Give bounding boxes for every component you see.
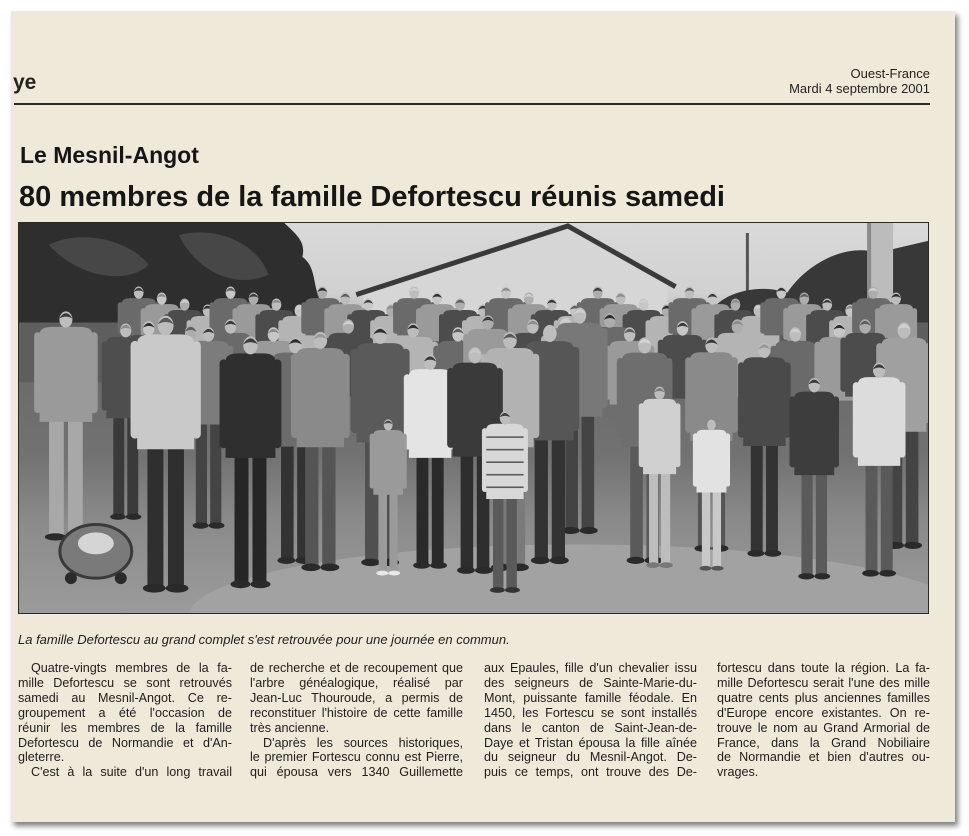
photo-person-shoe (862, 570, 879, 577)
photo-person-shoe (904, 542, 922, 549)
text-line: C'est à la suite d'un long travail (31, 765, 232, 780)
photo-person-shoe (457, 567, 475, 574)
photo-person-shoe (250, 580, 270, 588)
photo-person-leg (906, 428, 919, 544)
photo-person-shoe (320, 564, 339, 572)
photo-person-stripe (486, 474, 523, 476)
text-line: trouve le nom au Grand Armorial de (717, 720, 930, 735)
photo-person-leg (506, 496, 516, 589)
photo-person-leg (417, 455, 429, 565)
photo-person-shoe (193, 522, 209, 528)
photo-person-leg (801, 472, 812, 575)
photo-person-leg (713, 490, 721, 568)
photo-person-torso (794, 392, 834, 476)
photo-person-shoe (550, 557, 569, 565)
article-column-1 (18, 661, 232, 780)
text-line: vrages. (717, 765, 759, 780)
photo-person-shoe (475, 567, 493, 574)
photo-person-leg (535, 437, 548, 560)
photo-stroller-wheel (65, 572, 77, 584)
photo-stroller-wheel (115, 572, 127, 584)
text-line: dans le canton de Saint-Jean-de- (484, 720, 697, 735)
photo-person-shoe (361, 559, 380, 567)
photo-person-shoe (430, 562, 447, 569)
photo-person (790, 378, 839, 579)
text-line: groupement a été l'occasion de (18, 705, 232, 720)
photo-person-stripe (486, 436, 523, 438)
photo-person-torso (137, 334, 194, 449)
photo-person-leg (881, 463, 893, 573)
text-line: Defortescu de Normandie et d'An- (18, 735, 232, 750)
photo-person-shoe (301, 564, 320, 572)
text-line: des seigneurs de Sainte-Marie-du- (484, 675, 697, 690)
photo-person-shoe (711, 566, 723, 571)
text-line: France, dans la Grand Nobiliaire (717, 735, 930, 750)
photo-person-shoe (814, 573, 830, 579)
photo-person (34, 311, 98, 540)
photo-person-leg (702, 490, 710, 568)
photo-person-torso (40, 327, 93, 422)
photo-caption: La famille Defortescu au grand complet s'est retrouvée pour une journée en commun. (18, 632, 510, 647)
section-header-fragment: ye (13, 71, 37, 94)
text-line: de Normandie et bien d'autres ou- (717, 750, 930, 765)
photo-stroller-baby (78, 532, 114, 554)
text-line: quatre cents plus anciennes familles (717, 690, 930, 705)
photo-person-leg (379, 492, 387, 572)
text-line: de recherche et de recoupement que (250, 661, 463, 675)
text-line: réunir les membres de la famille (18, 720, 232, 735)
text-line: d'Europe encore existantes. On re- (717, 705, 930, 720)
photo-person-shoe (209, 522, 225, 528)
photo-person-leg (661, 471, 670, 564)
photo-person-leg (305, 444, 318, 567)
photo-person-torso (357, 343, 404, 442)
photo-person-leg (235, 454, 249, 583)
text-line: D'après les sources historiques, (263, 735, 463, 750)
photo-person-shoe (110, 514, 126, 520)
photo-person-stripe (486, 461, 523, 463)
article-kicker: Le Mesnil-Angot (20, 142, 199, 168)
photo-person-torso (409, 369, 451, 458)
photo-person-torso (858, 377, 900, 466)
photo-person-shoe (531, 557, 550, 565)
photo-person (738, 343, 791, 557)
publication-name: Ouest-France (850, 66, 930, 81)
photo-person-shoe (627, 557, 645, 564)
photo-scene (19, 223, 928, 613)
photo-person-torso (297, 348, 344, 447)
photo-person-leg (68, 418, 83, 536)
text-line: Quatre-vingts membres de la fa- (31, 661, 232, 675)
photo-person-shoe (646, 562, 659, 568)
photo-person-leg (389, 492, 397, 572)
photo-person-leg (816, 472, 827, 575)
photo-person-shoe (277, 557, 295, 564)
photo-person-leg (866, 463, 878, 573)
photo-person-leg (649, 471, 658, 564)
photo-person-leg (49, 418, 64, 536)
text-line: Mont, puissante famille féodale. En (484, 690, 697, 705)
text-line: Daye et Tristan épousa la fille aînée (484, 735, 697, 750)
article-column-4 (717, 661, 930, 780)
photo-person-shoe (747, 550, 764, 557)
photo-person-stripe (486, 449, 523, 451)
photo-person-leg (147, 445, 163, 587)
photo-person-leg (281, 443, 294, 559)
group-photo (18, 222, 929, 614)
article-column-2 (250, 661, 463, 780)
photo-person-leg (493, 496, 503, 589)
photo-person-shoe (376, 571, 388, 576)
text-line: gleterre. (18, 750, 65, 765)
text-line: très ancienne. (250, 720, 330, 735)
photo-person-leg (766, 443, 778, 553)
text-line: le premier Fortescu connu est Pierre, (250, 750, 463, 765)
photo-person-shoe (700, 566, 712, 571)
photo-person-torso (226, 353, 276, 457)
header-rule (14, 103, 930, 105)
photo-person-stripe (486, 486, 523, 488)
photo-person-leg (322, 444, 335, 567)
photo-person-torso (743, 357, 785, 446)
photo-person (220, 336, 282, 588)
photo-person-leg (113, 415, 124, 516)
photo-stroller (60, 524, 132, 584)
photo-person-shoe (505, 587, 520, 593)
photo-person-leg (168, 445, 184, 587)
photo-person-shoe (879, 570, 896, 577)
photo-person-shoe (143, 584, 166, 593)
photo-person-shoe (413, 562, 430, 569)
photo-person-shoe (126, 514, 142, 520)
text-line: Jean-Luc Thouroude, a permis de (250, 690, 463, 705)
text-line: puis ce temps, ont trouve des De- (484, 765, 697, 780)
text-line: qui épousa vers 1340 Guillemette (250, 765, 463, 780)
text-line: reconstituer l'histoire de cette famille (250, 705, 463, 720)
text-line: samedi au Mesnil-Angot. Ce re- (18, 690, 232, 705)
photo-person-shoe (490, 587, 505, 593)
text-line: mille Defortescu se sont retrouvés (18, 675, 232, 690)
article-column-3 (484, 661, 697, 780)
photo-person-leg (552, 437, 565, 560)
photo-person-shoe (166, 584, 189, 593)
photo-person-torso (643, 399, 676, 474)
photo-person-leg (461, 453, 474, 569)
photo-person-torso (697, 430, 727, 493)
photo-person-torso (373, 430, 403, 495)
photo-person-leg (252, 454, 266, 583)
photo-person-shoe (580, 527, 598, 534)
publication-date: Mardi 4 septembre 2001 (789, 81, 930, 96)
photo-person-leg (432, 455, 444, 565)
photo-person-shoe (231, 580, 251, 588)
photo-person-shoe (798, 573, 814, 579)
text-line: mille Defortescu serait l'une des mille (717, 675, 930, 690)
photo-person-leg (751, 443, 763, 553)
photo-person-shoe (764, 550, 781, 557)
photo-person (131, 316, 201, 593)
text-line: l'arbre généalogique, réalisé par (250, 675, 463, 690)
text-line: fortescu dans toute la région. La fa- (717, 661, 930, 675)
photo-person-leg (582, 413, 595, 529)
text-line: du seigneur du Mesnil-Angot. De- (484, 750, 697, 765)
photo-crowd (34, 287, 928, 593)
photo-person-shoe (660, 562, 673, 568)
text-line: 1450, les Fortescu se sont installés (484, 705, 697, 720)
photo-person-shoe (388, 571, 400, 576)
article-headline: 80 membres de la famille Defortescu réunis samedi (19, 181, 725, 213)
text-line: aux Epaules, fille d'un chevalier issu (484, 661, 697, 675)
photo-person (639, 387, 681, 568)
